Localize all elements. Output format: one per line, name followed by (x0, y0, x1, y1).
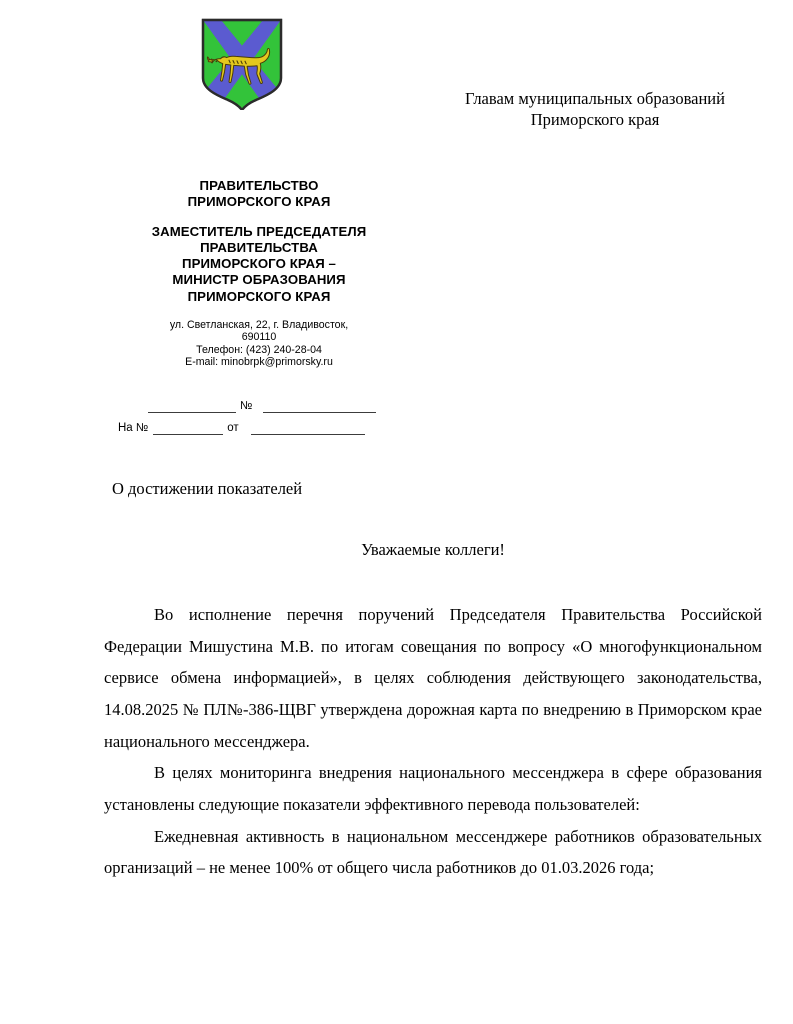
outgoing-number-field[interactable] (263, 411, 376, 413)
position-line-4: МИНИСТР ОБРАЗОВАНИЯ (172, 272, 346, 288)
reference-block (118, 392, 400, 435)
position-line-1: ЗАМЕСТИТЕЛЬ ПРЕДСЕДАТЕЛЯ (151, 224, 367, 240)
contact-address-line-1: ул. Светланская, 22, г. Владивосток, (169, 318, 349, 331)
organization-line-1: ПРАВИТЕЛЬСТВО (199, 178, 319, 193)
contact-phone: Телефон: (423) 240-28-04 (196, 343, 322, 356)
reply-to-label: На № (118, 421, 149, 434)
coat-of-arms-icon (199, 16, 285, 110)
reply-to-number-field[interactable] (153, 433, 223, 435)
contact-email: E-mail: minobrpk@primorsky.ru (185, 356, 333, 369)
addressee-line-2: Приморского края (530, 110, 660, 130)
body-text (104, 599, 762, 884)
organization-line-2: ПРИМОРСКОГО КРАЯ (187, 194, 331, 210)
salutation: Уважаемые коллеги! (361, 540, 505, 559)
position-line-5: ПРИМОРСКОГО КРАЯ (187, 288, 331, 304)
body-paragraph-1: Во исполнение перечня поручений Председателя Правительства Российской Федерации Мишустина М.В. по итогам совещания по вопросу «О многофункциональном сервисе обмена информацией», в целях соблюдения действующего законодательства, 14.08.2025 № ПЛ№-386-ЩВГ утверждена дорожная карта по внедрению в Приморском крае национального мессенджера. (104, 605, 762, 751)
reference-row-outgoing (118, 392, 400, 413)
addressee-line-1: Главам муниципальных образований (465, 89, 725, 108)
subject-line: О достижении показателей (112, 479, 303, 498)
body-paragraph-3: Ежедневная активность в национальном мессенджере работников образовательных организаций – не менее 100% от общего числа работников до 01.03.2026 года; (104, 826, 762, 878)
body-paragraph-2: В целях мониторинга внедрения национального мессенджера в сфере образования установлены следующие показатели эффективного перевода пользователей: (104, 763, 762, 815)
letterhead-contacts (118, 319, 400, 369)
position-line-2: ПРАВИТЕЛЬСТВА (200, 240, 318, 256)
letterhead-organization (118, 178, 400, 210)
contact-address-line-2: 690110 (241, 331, 277, 344)
reply-to-date-field[interactable] (251, 433, 365, 435)
position-line-3: ПРИМОРСКОГО КРАЯ – (181, 256, 336, 272)
outgoing-date-field[interactable] (148, 411, 236, 413)
addressee-block (430, 88, 760, 131)
letterhead-position-title (118, 224, 400, 304)
reference-row-incoming (118, 413, 400, 435)
date-label: от (227, 421, 239, 434)
number-label: № (240, 399, 253, 412)
letterhead-block (118, 178, 400, 369)
